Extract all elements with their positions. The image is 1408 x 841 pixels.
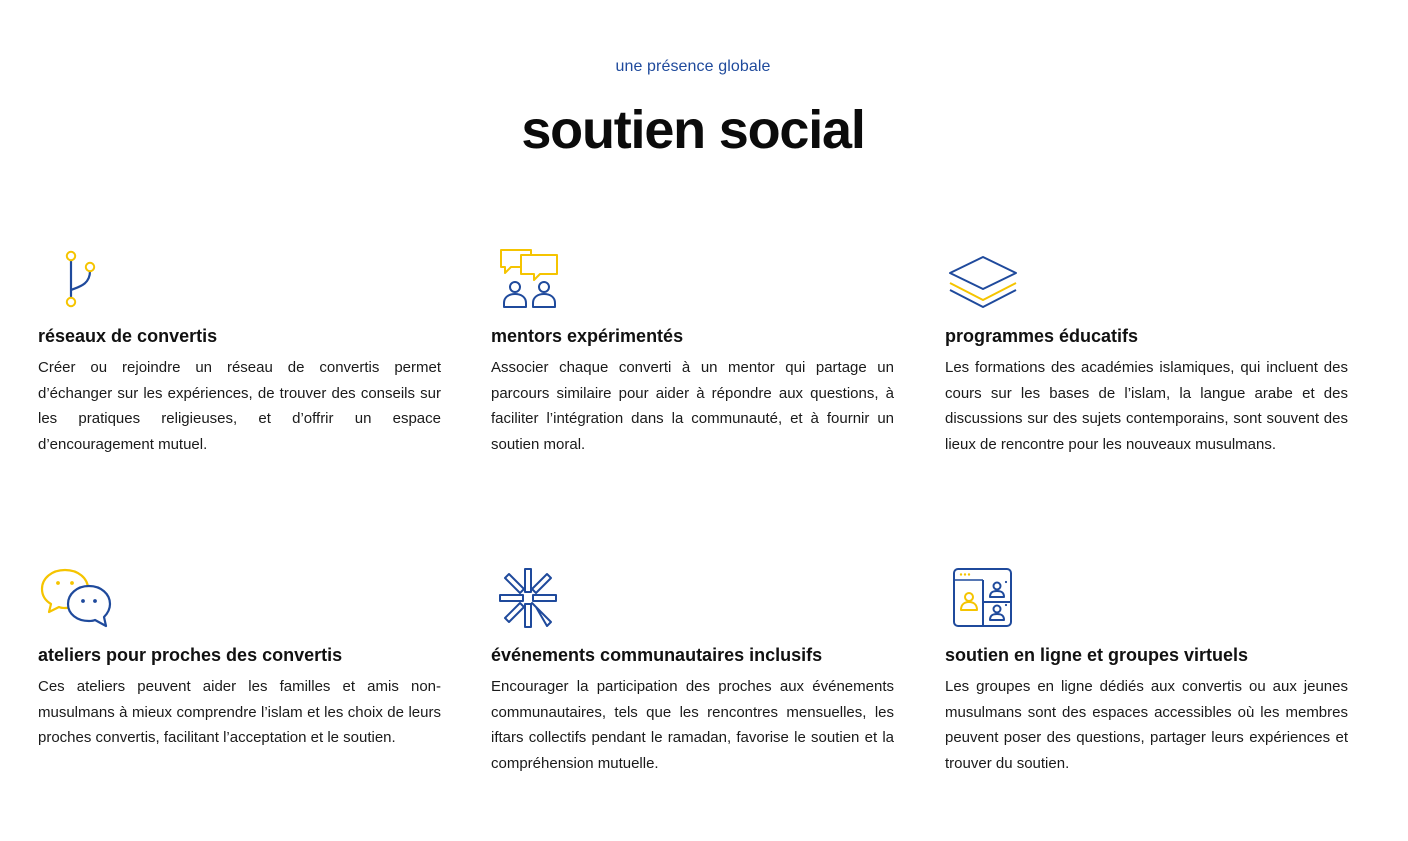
card-title: réseaux de convertis [38, 326, 218, 346]
card-title: soutien en ligne et groupes virtuels [945, 645, 1249, 665]
card-text: Les groupes en ligne dédiés aux convertis ou aux jeunes musulmans sont des espaces accessibles où les membres peuvent poser des questions, partager leurs expériences et trouver du soutien. [945, 678, 1348, 772]
card-text: Associer chaque converti à un mentor qui partage un parcours similaire pour aider à répondre aux questions, à faciliter l’intégration dans la communauté, et à fournir un soutien moral. [491, 359, 894, 453]
card-title: mentors expérimentés [491, 326, 684, 346]
conversation-bubbles-icon [38, 566, 118, 630]
card-title: programmes éducatifs [945, 326, 1139, 346]
mentor-chat-icon [491, 247, 571, 311]
card-text: Les formations des académies islamiques, qui incluent des cours sur les bases de l’islam, la langue arabe et des discussions sur des sujets contemporains, sont souvent des lieux de rencontre pour les nouveaux musulmans. [945, 359, 1348, 453]
section-eyebrow: une présence globale [615, 58, 771, 75]
card-text: Encourager la participation des proches aux événements communautaires, tels que les rencontres mensuelles, les iftars collectifs pendant le ramadan, favorise le soutien et la compréhension mutuelle. [491, 678, 894, 772]
card-title: ateliers pour proches des convertis [38, 645, 343, 665]
layers-icon [945, 247, 1025, 311]
section-title: soutien social [521, 100, 865, 160]
burst-star-icon [491, 566, 571, 630]
card-title: événements communautaires inclusifs [491, 645, 823, 665]
card-text: Ces ateliers peuvent aider les familles et amis non-musulmans à mieux comprendre l’islam et les choix de leurs proches convertis, facilitant l’acceptation et le soutien. [38, 678, 441, 747]
video-call-icon [945, 566, 1025, 630]
network-branch-icon [38, 247, 118, 311]
card-text: Créer ou rejoindre un réseau de convertis permet d’échanger sur les expériences, de trouver des conseils sur les pratiques religieuses, et d’offrir un espace d’encouragement mutuel. [38, 359, 441, 453]
